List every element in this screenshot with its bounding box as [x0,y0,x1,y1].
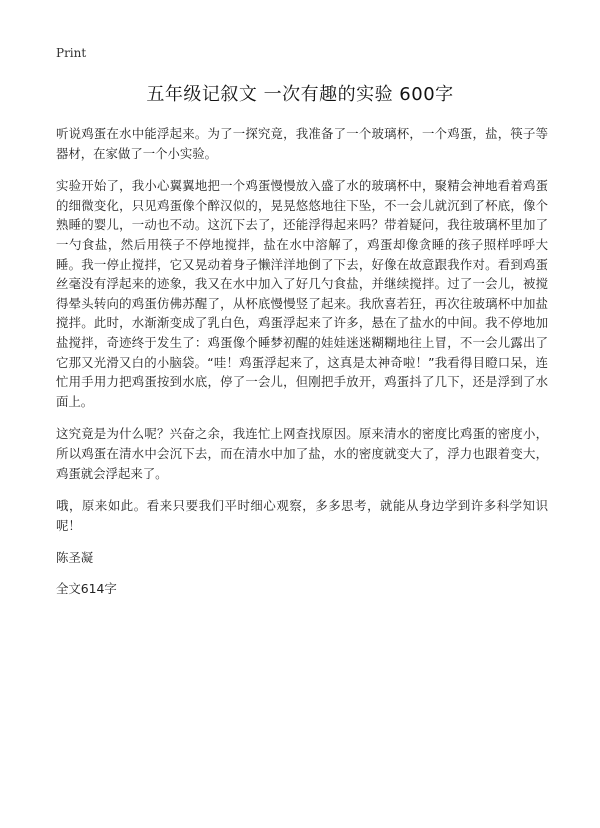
paragraph-conclusion: 哦，原来如此。看来只要我们平时细心观察，多多思考，就能从身边学到许多科学知识呢！ [56,498,548,533]
paragraph-explanation: 这究竟是为什么呢？兴奋之余，我连忙上网查找原因。原来清水的密度比鸡蛋的密度小，所以鸡蛋在清水中会沉下去，而在清水中加了盐，水的密度就变大了，浮力也跟着变大，鸡蛋就会浮起来了。 [56,426,548,481]
print-link[interactable]: Print [56,46,87,60]
word-count: 全文614字 [56,581,117,597]
article-body [56,124,548,598]
article-title: 五年级记叙文 一次有趣的实验 600字 [146,84,454,105]
paragraph-intro: 听说鸡蛋在水中能浮起来。为了一探究竟，我准备了一个玻璃杯，一个鸡蛋，盐，筷子等器材，在家做了一个小实验。 [56,126,548,161]
paragraph-experiment: 实验开始了，我小心翼翼地把一个鸡蛋慢慢放入盛了水的玻璃杯中，聚精会神地看着鸡蛋的细微变化，只见鸡蛋像个醉汉似的，晃晃悠悠地往下坠，不一会儿就沉到了杯底，像个熟睡的婴儿，一动也不动。这沉下去了，还能浮得起来吗？带着疑问，我往玻璃杯里加了一勺食盐，然后用筷子不停地搅拌，盐在水中溶解了，鸡蛋却像贪睡的孩子照样呼呼大睡。我一停止搅拌，它又晃动着身子懒洋洋地倒了下去，好像在故意跟我作对。看到鸡蛋丝毫没有浮起来的迹象，我又在水中加入了好几勺食盐，并继续搅拌。过了一会儿，被搅得晕头转向的鸡蛋仿佛苏醒了，从杯底慢慢竖了起来。我欣喜若狂，再次往玻璃杯中加盐搅拌。此时，水渐渐变成了乳白色，鸡蛋浮起来了许多，悬在了盐水的中间。我不停地加盐搅拌，奇迹终于发生了：鸡蛋像个睡梦初醒的娃娃迷迷糊糊地往上冒，不一会儿露出了它那又光滑又白的小脑袋。“哇！鸡蛋浮起来了，这真是太神奇啦！”我看得目瞪口呆，连忙用手用力把鸡蛋按到水底，停了一会儿，但刚把手放开，鸡蛋抖了几下，还是浮到了水面上。 [56,178,548,409]
author-name: 陈圣凝 [56,550,94,566]
